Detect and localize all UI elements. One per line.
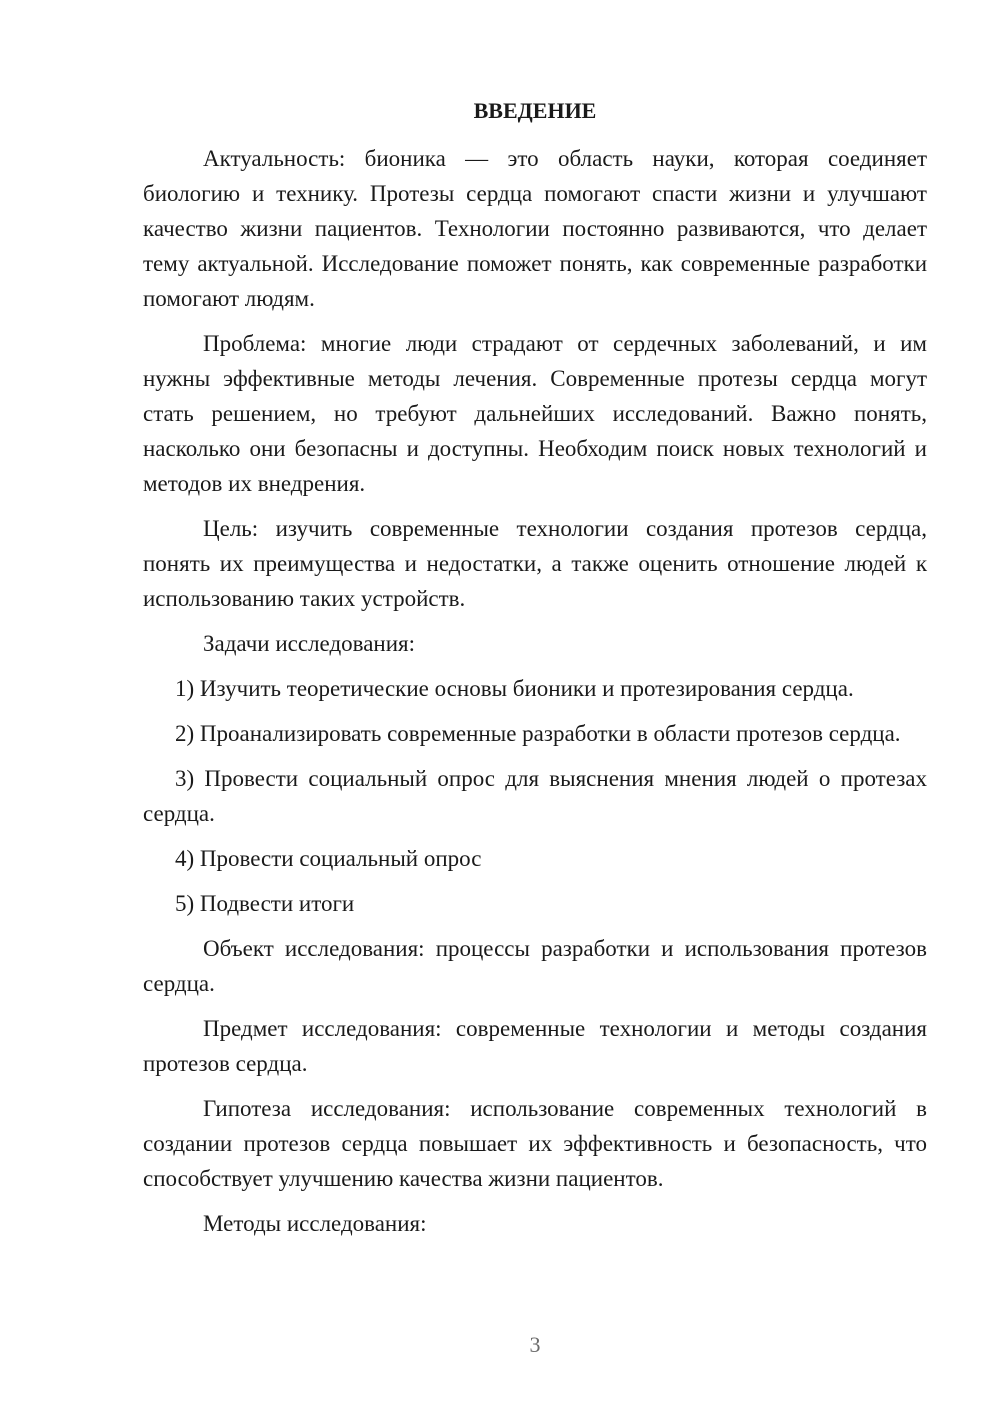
task-item-5: 5) Подвести итоги: [175, 891, 355, 916]
task-item-2: 2) Проанализировать современные разработки в области протезов сердца.: [175, 721, 901, 746]
body-text: [143, 95, 927, 1241]
paragraph-object: Объект исследования: процессы разработки и использования протезов сердца.: [143, 936, 927, 996]
page-number: 3: [529, 1332, 541, 1357]
paragraph-hypothesis: Гипотеза исследования: использование современных технологий в создании протезов сердца повышает их эффективность и безопасность, что способствует улучшению качества жизни пациентов.: [143, 1096, 927, 1191]
paragraph-problem: Проблема: многие люди страдают от сердечных заболеваний, и им нужны эффективные методы лечения. Современные протезы сердца могут стать решением, но требуют дальнейших исследований. Важно понять, насколько они безопасны и доступны. Необходим поиск новых технологий и методов их внедрения.: [143, 331, 927, 496]
task-item-4: 4) Провести социальный опрос: [175, 846, 482, 871]
paragraph-methods: Методы исследования:: [203, 1211, 427, 1236]
paragraph-subject: Предмет исследования: современные технологии и методы создания протезов сердца.: [143, 1016, 927, 1076]
task-item-3: 3) Провести социальный опрос для выяснения мнения людей о протезах сердца.: [143, 766, 927, 826]
task-item-1: 1) Изучить теоретические основы бионики и протезирования сердца.: [175, 676, 854, 701]
paragraph-goal: Цель: изучить современные технологии создания протезов сердца, понять их преимущества и недостатки, а также оценить отношение людей к использованию таких устройств.: [143, 516, 927, 611]
paragraph-tasks-heading: Задачи исследования:: [203, 631, 416, 656]
page-title: ВВЕДЕНИЕ: [473, 98, 597, 123]
paragraph-relevance: Актуальность: бионика — это область науки, которая соединяет биологию и технику. Протезы сердца помогают спасти жизни и улучшают качество жизни пациентов. Технологии постоянно развиваются, что делает тему актуальной. Исследование поможет понять, как современные разработки помогают людям.: [143, 146, 927, 311]
